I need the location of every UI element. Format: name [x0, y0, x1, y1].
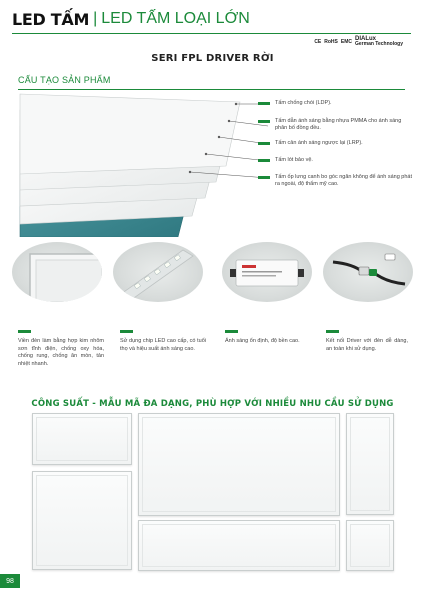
feature-marker [18, 330, 31, 333]
feature-marker [225, 330, 238, 333]
panel-corner-image [12, 242, 102, 302]
certification-logos [314, 37, 403, 47]
rohs-mark: RoHS [324, 39, 338, 45]
diffuser-layer [20, 94, 240, 174]
panel-product-image [32, 413, 132, 465]
structure-title: CẤU TẠO SẢN PHẨM [18, 75, 111, 85]
ce-mark: CE [314, 39, 322, 45]
capacity-title: CÔNG SUẤT - MẪU MÃ ĐA DẠNG, PHÙ HỢP VỚI NHIỀU NHU CẦU SỬ DỤNG [31, 399, 394, 409]
panel-product-image [138, 413, 340, 516]
callout-reflector: Tấm cản ánh sáng ngược lại (LRP). [275, 140, 415, 147]
panel-product-image [32, 471, 132, 570]
panel-product-image [346, 520, 394, 571]
dialux-name: DIALux [355, 36, 377, 42]
header-title-bold: LED TẤM [12, 9, 90, 29]
header-title-light: LED TẤM LOẠI LỚN [101, 10, 250, 27]
dialux-logo [355, 37, 403, 47]
emc-mark: EMC [340, 39, 353, 45]
callout-marker [258, 102, 270, 105]
feature-text-frame: Viền đèn làm bằng hợp kim nhôm sơn tĩnh điện, chống oxy hóa, chống rung, chống ăn mòn, tản nhiệt nhanh. [18, 338, 104, 367]
dialux-tag: German Technology [355, 41, 403, 47]
callout-marker [258, 142, 270, 145]
structure-divider [18, 89, 405, 90]
feature-text-driver: Ánh sáng ổn định, độ bền cao. [225, 338, 300, 344]
header-separator: | [93, 10, 98, 27]
series-title: SERI FPL DRIVER RỜI [151, 53, 274, 64]
panel-layers-illustration [0, 92, 425, 237]
feature-marker [120, 330, 133, 333]
callout-marker [258, 176, 270, 179]
callout-light-guide: Tấm dẫn ánh sáng bằng nhựa PMMA cho ánh sáng phân bố đồng đều. [275, 118, 415, 132]
header-divider [12, 33, 411, 34]
driver-connector-image [323, 242, 413, 302]
callout-diffuser: Tấm chống chói (LDP). [275, 100, 415, 107]
callout-marker [258, 120, 270, 123]
feature-marker [326, 330, 339, 333]
callout-protective: Tấm lót bảo vệ. [275, 157, 415, 164]
page-number: 98 [0, 574, 20, 588]
feature-text-connector: Kết nối Driver với đèn dễ dàng, an toàn khi sử dụng. [326, 338, 408, 352]
callout-back-cover: Tấm ốp lưng canh bo góc ngăn không để ánh sáng phát ra ngoài, độ thẩm mỹ cao. [275, 174, 415, 188]
feature-text-chip: Sử dụng chip LED cao cấp, có tuổi thọ và hiệu suất ánh sáng cao. [120, 338, 206, 352]
page-header [12, 8, 250, 30]
callout-marker [258, 159, 270, 162]
panel-product-image [138, 520, 340, 571]
led-chip-strip-image [113, 242, 203, 302]
led-driver-image [222, 242, 312, 302]
panel-product-image [346, 413, 394, 515]
